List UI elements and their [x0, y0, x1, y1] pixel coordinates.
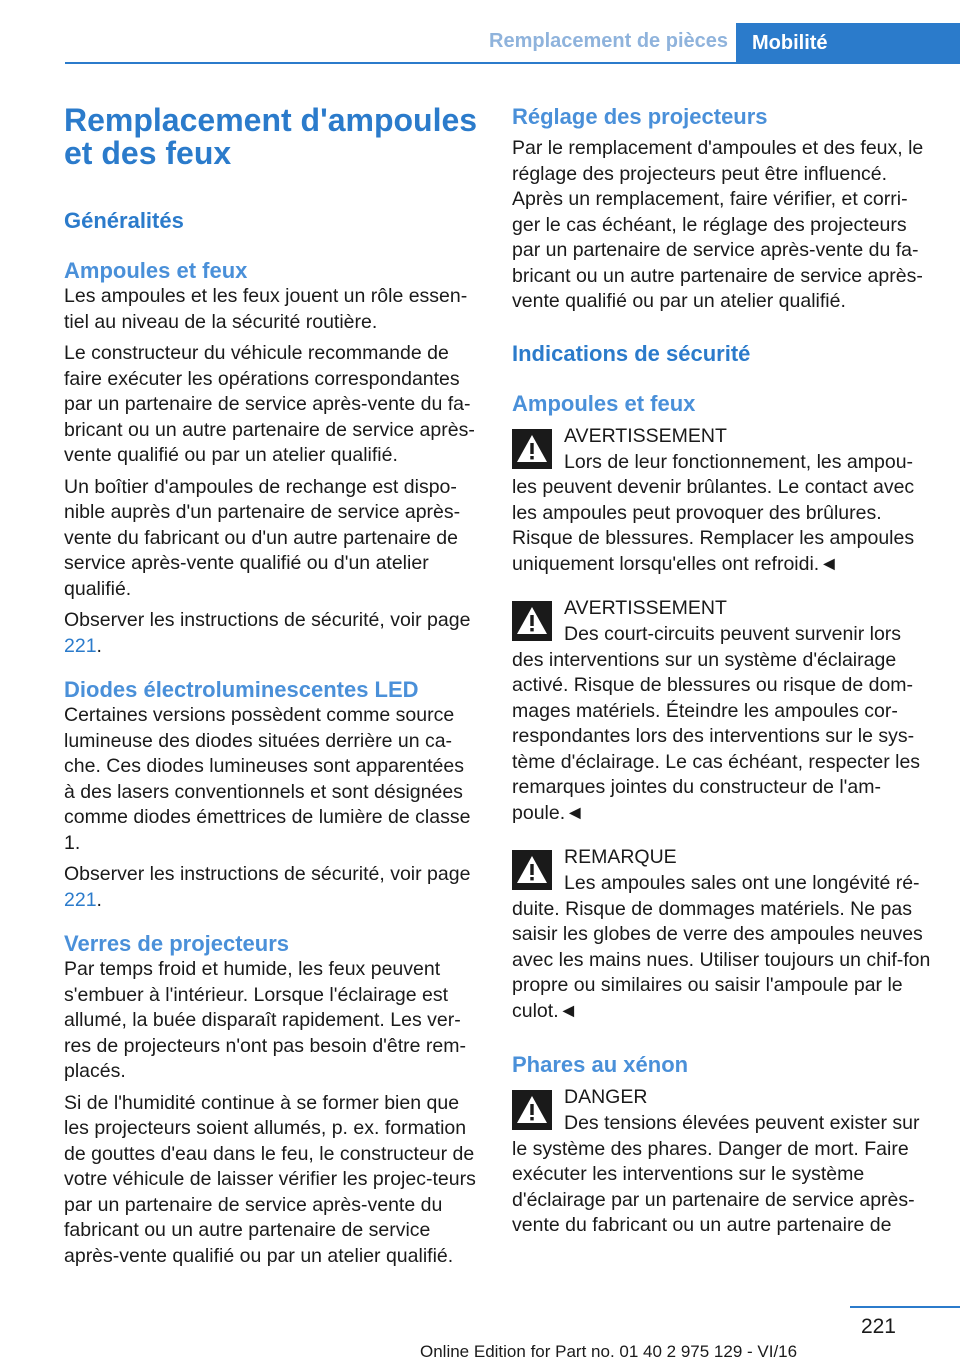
reference-end: . [96, 634, 102, 657]
warning-text: Lors de leur fonctionnement, les ampou-les peuvent devenir brûlantes. Le contact avec les ampoules peut provoquer des brûlures. Risque de blessures. Remplacer les ampoules uniquement lorsqu'elles ont refroidi.◄ [512, 450, 915, 575]
warning-block-2 [512, 595, 932, 826]
notice-title: REMARQUE [564, 846, 677, 868]
danger-title: DANGER [564, 1086, 648, 1108]
left-column [64, 104, 479, 1269]
warning-title: AVERTISSEMENT [564, 597, 727, 619]
heading-reglage-projecteurs: Réglage des projecteurs [512, 104, 768, 129]
warning-triangle-icon [512, 429, 552, 469]
heading-indications-securite: Indications de sécurité [512, 340, 751, 366]
danger-block [512, 1084, 932, 1239]
notice-text: Les ampoules sales ont une longévité ré-duite. Risque de dommages matériels. Ne pas saisir les globes de verre des ampoules neuves avec les mains nues. Utiliser toujours un chif-fon propre ou similaires ou saisir l'ampoule par le culot.◄ [512, 872, 931, 1022]
right-column [512, 104, 932, 1239]
page-link[interactable]: 221 [64, 634, 97, 657]
paragraph-constructeur: Le constructeur du véhicule recommande de faire exécuter les opérations correspondantes par un partenaire de service après-vente du fa-bricant ou un autre partenaire de service après-vente qualifié ou par un atelier qualifié. [64, 342, 475, 466]
header-section-title: Remplacement de pièces [489, 30, 728, 52]
warning-triangle-icon [512, 601, 552, 641]
paragraph-role: Les ampoules et les feux jouent un rôle essen-tiel au niveau de la sécurité routière. [64, 285, 468, 333]
page-title: Remplacement d'ampoules et des feux [64, 102, 478, 171]
reference-end: . [96, 888, 102, 911]
reference-text: Observer les instructions de sécurité, voir page [64, 609, 471, 631]
header-rule [65, 62, 960, 64]
page-number: 221 [860, 1315, 896, 1338]
warning-triangle-icon [512, 850, 552, 890]
heading-ampoules-et-feux: Ampoules et feux [64, 258, 248, 283]
paragraph-securite-ref-2 [64, 862, 479, 913]
paragraph-buee: Par temps froid et humide, les feux peuvent s'embuer à l'intérieur. Lorsque l'éclairage est allumé, la buée disparaît rapidement. Les ver-res de projecteurs n'ont pas besoin d'être rem-placés. [64, 958, 466, 1082]
footer-edition: Online Edition for Part no. 01 40 2 975 129 - VI/16 [420, 1342, 798, 1361]
paragraph-reglage: Par le remplacement d'ampoules et des feux, le réglage des projecteurs peut être influencé. Après un remplacement, faire vérifier, et corri-ger le cas échéant, le réglage des projecteurs par un partenaire de service après-vente du fa-bricant ou un autre partenaire de service après-vente qualifié ou par un atelier qualifié. [512, 137, 924, 312]
paragraph-boitier: Un boîtier d'ampoules de rechange est dispo-nible auprès d'un partenaire de service après-vente du fabricant ou d'un autre partenaire de service après-vente qualifié ou d'un atelier qualifié. [64, 475, 461, 600]
paragraph-humidite: Si de l'humidité continue à se former bien que les projecteurs soient allumés, p. ex. formation de gouttes d'eau dans le feu, le constructeur de votre véhicule de laisser vérifier les projec-teurs par un partenaire de service après-vente du fabricant ou un autre partenaire de service après-vente qualifié ou par un atelier qualifié. [64, 1091, 476, 1267]
reference-text: Observer les instructions de sécurité, voir page [64, 863, 471, 885]
warning-title: AVERTISSEMENT [564, 424, 727, 447]
paragraph-securite-ref [64, 608, 479, 659]
warning-text: Des court-circuits peuvent survenir lors des interventions sur un système d'éclairage activé. Risque de blessures ou risque de dom-mages matériels. Éteindre les ampoules cor-respondantes lors des interventions sur le sys-tème d'éclairage. Le cas échéant, respecter les remarques jointes du constructeur de l'am-poule.◄ [512, 623, 921, 824]
heading-verres-projecteurs: Verres de projecteurs [64, 931, 290, 956]
notice-block [512, 844, 932, 1024]
heading-phares-xenon: Phares au xénon [512, 1052, 689, 1077]
page-link[interactable]: 221 [64, 888, 97, 911]
danger-text: Des tensions élevées peuvent exister sur le système des phares. Danger de mort. Faire exécuter les interventions sur le système d'éclairage par un partenaire de service après-vente du fabricant ou un autre partenaire de [512, 1112, 920, 1236]
heading-generalites: Généralités [64, 208, 184, 233]
header-chapter-tab: Mobilité [736, 23, 960, 63]
warning-triangle-icon [512, 1090, 552, 1130]
heading-ampoules-et-feux-2: Ampoules et feux [512, 390, 696, 416]
footer-rule [850, 1306, 960, 1308]
warning-block-1 [512, 423, 932, 578]
paragraph-diodes: Certaines versions possèdent comme source lumineuse des diodes situées derrière un ca-che. Ces diodes lumineuses sont apparentées à des lasers conventionnels et sont désignées comme diodes émettrices de lumière de classe 1. [64, 704, 471, 854]
heading-diodes-led: Diodes électroluminescentes LED [64, 677, 419, 702]
